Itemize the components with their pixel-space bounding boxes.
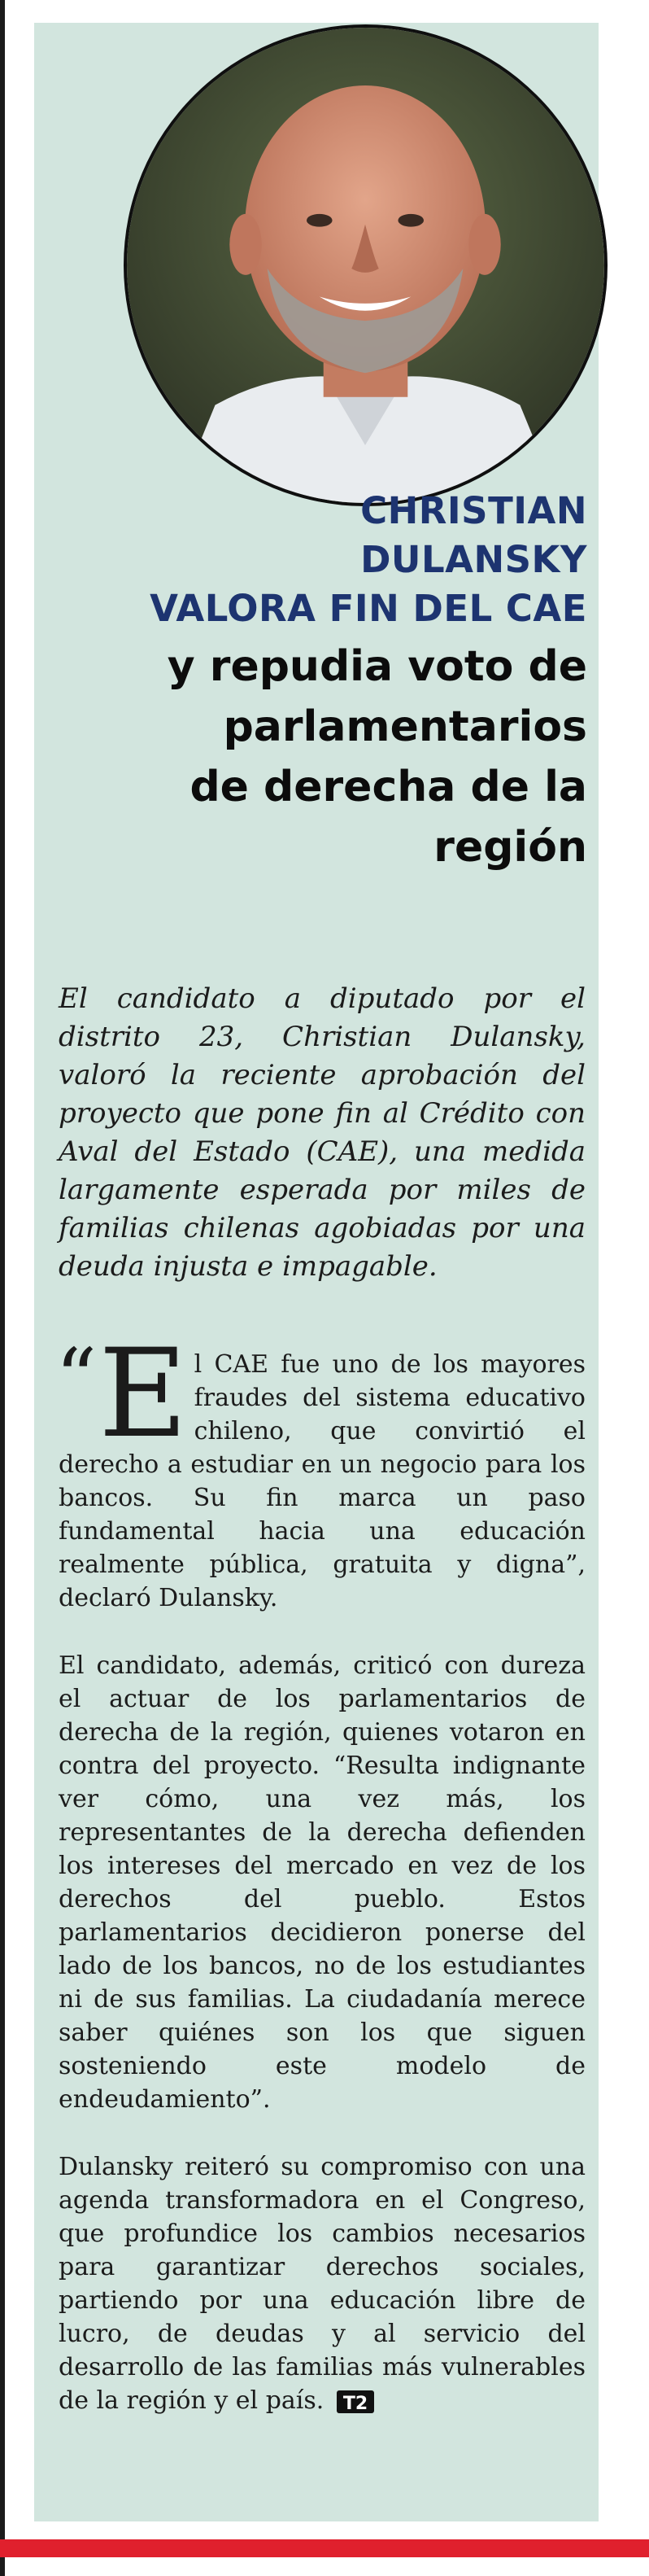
opening-quote-mark: “ [55,1331,98,1426]
publication-end-mark-icon [337,2387,374,2416]
left-column-rule [0,0,5,2576]
headline-kicker-line: DULANSKY [360,538,587,581]
end-mark-text: T2 [342,2394,368,2414]
drop-cap: E [98,1323,188,1465]
headline [57,487,587,874]
portrait-illustration [127,28,604,503]
article-body [55,1323,586,2451]
headline-main-line: región [433,823,587,872]
body-paragraph-2: El candidato, además, criticó con dureza el actuar de los parlamentarios de derecha de la región, quienes votaron en contra del proyecto. “Resulta indignante ver cómo, una vez más, los representantes de la derecha defienden los intereses del mercado en vez de los derechos del pueblo. Estos parlamentarios decidieron ponerse del lado de los bancos, no de los estudiantes ni de sus familias. La ciudadanía merece saber quiénes son los que siguen sosteniendo este modelo de endeudamiento”. [59,1651,586,2114]
body-paragraph-3 [59,2150,586,2417]
lead-paragraph: El candidato a diputado por el distrito 23, Christian Dulansky, valoró la reciente aprobación del proyecto que pone fin al Crédito con Aval del Estado (CAE), una medida largamente esperada por miles de familias chilenas agobiadas por una deuda injusta e impagable. [59,982,586,1283]
bottom-accent-band [0,2539,649,2557]
body-paragraph-1 [55,1323,586,1615]
headline-kicker-line: CHRISTIAN [360,489,587,532]
headline-main-line: de derecha de la [189,763,587,811]
body-paragraph-1-text: l CAE fue uno de los mayores fraudes del sistema educativo chileno, que convirtió el derecho a estudiar en un negocio para los bancos. Su fin marca un paso fundamental hacia una educación realmente pública, gratuita y digna”, declaró Dulansky. [59,1350,586,1612]
headline-kicker-line: VALORA FIN DEL CAE [150,587,587,630]
candidate-portrait [124,24,608,506]
headline-main-line: y repudia voto de [167,642,587,691]
body-paragraph-3-text: Dulansky reiteró su compromiso con una agenda transformadora en el Congreso, que profundice los cambios necesarios para garantizar derechos sociales, partiendo por una educación libre de lucro, de deudas y al servicio del desarrollo de las familias más vulnerables de la región y el país. [59,2153,586,2415]
headline-main-line: parlamentarios [223,702,587,751]
